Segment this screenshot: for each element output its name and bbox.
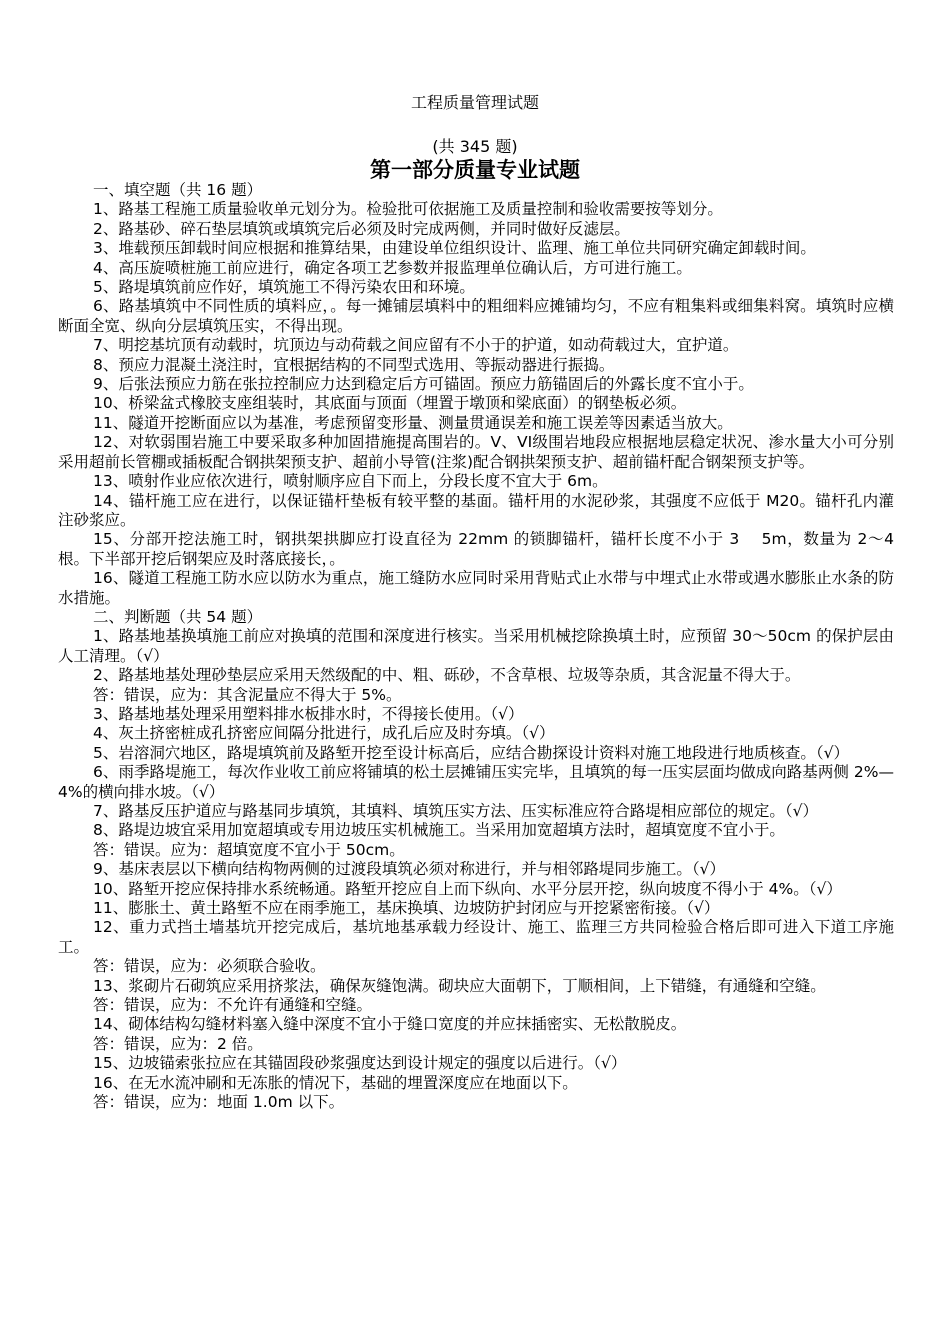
paragraph: 16、在无水流冲刷和无冻胀的情况下，基础的埋置深度应在地面以下。 — [93, 1073, 578, 1092]
paragraph: 5、岩溶洞穴地区，路堤填筑前及路堑开挖至设计标高后，应结合勘探设计资料对施工地段进行地质核查。（√） — [93, 743, 849, 762]
paragraph: 14、锚杆施工应在进行，以保证锚杆垫板有较平整的基面。锚杆用的水泥砂浆，其强度不应低于 M20。锚杆孔内灌注砂浆应。 — [58, 491, 894, 529]
paragraph: 3、堆载预压卸载时间应根据和推算结果，由建设单位组织设计、监理、施工单位共同研究确定卸载时间。 — [93, 239, 816, 258]
paragraph: 4、高压旋喷桩施工前应进行，确定各项工艺参数并报监理单位确认后，方可进行施工。 — [93, 258, 692, 277]
question-count: (共 345 题) — [432, 137, 518, 156]
paragraph: 2、路基地基处理砂垫层应采用天然级配的中、粗、砾砂，不含草根、垃圾等杂质，其含泥量不得大于。 — [93, 666, 801, 685]
document-title: 工程质量管理试题 — [410, 93, 539, 112]
paragraph: 9、基床表层以下横向结构物两侧的过渡段填筑必须对称进行，并与相邻路堤同步施工。（√） — [93, 860, 725, 879]
paragraph: 11、膨胀土、黄土路堑不应在雨季施工，基床换填、边坡防护封闭应与开挖紧密衔接。（√） — [93, 899, 720, 918]
paragraph: 13、喷射作业应依次进行，喷射顺序应自下而上，分段长度不宜大于 6m。 — [93, 472, 608, 491]
paragraph: 答：错误，应为：地面 1.0m 以下。 — [93, 1093, 345, 1112]
paragraph: 5、路堤填筑前应作好，填筑施工不得污染农田和环境。 — [93, 278, 475, 297]
paragraph: 12、对软弱围岩施工中要采取多种加固措施提高围岩的。V、VI级围岩地段应根据地层稳定状况、渗水量大小可分别采用超前长管棚或插板配合钢拱架预支护、超前小导管(注浆)配合钢拱架预支护、超前锚杆配合钢架预支护等。 — [58, 433, 894, 471]
paragraph: 13、浆砌片石砌筑应采用挤浆法，确保灰缝饱满。砌块应大面朝下，丁顺相间，上下错缝，有通缝和空缝。 — [93, 976, 826, 995]
paragraph: 1、路基地基换填施工前应对换填的范围和深度进行核实。当采用机械挖除换填土时，应预留 30～50cm 的保护层由人工清理。（√） — [58, 627, 894, 665]
paragraph: 一、填空题（共 16 题） — [93, 181, 263, 199]
paragraph: 答：错误，应为：2 倍。 — [93, 1034, 263, 1053]
paragraph: 答：错误，应为：必须联合验收。 — [93, 957, 326, 976]
part-title: 第一部分质量专业试题 — [370, 158, 580, 182]
paragraph: 3、路基地基处理采用塑料排水板排水时，不得接长使用。（√） — [93, 704, 524, 723]
paragraph: 7、明挖基坑顶有动载时，坑顶边与动荷载之间应留有不小于的护道，如动荷载过大，宜护道。 — [93, 336, 739, 355]
paragraph: 8、预应力混凝土浇注时，宜根据结构的不同型式选用、等振动器进行振捣。 — [93, 355, 615, 374]
paragraph: 15、边坡锚索张拉应在其锚固段砂浆强度达到设计规定的强度以后进行。（√） — [93, 1054, 627, 1073]
paragraph: 9、后张法预应力筋在张拉控制应力达到稳定后方可锚固。预应力筋锚固后的外露长度不宜小于。 — [93, 375, 754, 394]
paragraph: 1、路基工程施工质量验收单元划分为。检验批可依据施工及质量控制和验收需要按等划分。 — [93, 200, 723, 219]
paragraph: 11、隧道开挖断面应以为基准，考虑预留变形量、测量贯通误差和施工误差等因素适当放大。 — [93, 413, 733, 432]
paragraph: 16、隧道工程施工防水应以防水为重点，施工缝防水应同时采用背贴式止水带与中埋式止水带或遇水膨胀止水条的防水措施。 — [58, 569, 894, 607]
paragraph: 4、灰土挤密桩成孔挤密应间隔分批进行，成孔后应及时夯填。（√） — [93, 724, 555, 743]
paragraph: 10、桥梁盆式橡胶支座组装时，其底面与顶面（埋置于墩顶和梁底面）的钢垫板必须。 — [93, 394, 687, 413]
paragraph: 15、分部开挖法施工时，钢拱架拱脚应打设直径为 22mm 的锁脚锚杆，锚杆长度不小于 3 5m，数量为 2～4 根。下半部开挖后钢架应及时落底接长，。 — [58, 530, 894, 568]
paragraph: 答：错误。应为：超填宽度不宜小于 50cm。 — [93, 840, 405, 859]
paragraph: 6、雨季路堤施工，每次作业收工前应将铺填的松土层摊铺压实完毕，且填筑的每一压实层面均做成向路基两侧 2%—4%的横向排水坡。（√） — [58, 763, 894, 801]
paragraph: 2、路基砂、碎石垫层填筑或填筑完后必须及时完成两侧，并同时做好反滤层。 — [93, 219, 630, 238]
paragraph: 8、路堤边坡宜采用加宽超填或专用边坡压实机械施工。当采用加宽超填方法时，超填宽度不宜小于。 — [93, 821, 785, 840]
paragraph: 二、判断题（共 54 题） — [93, 607, 263, 626]
document-body — [58, 181, 894, 1113]
paragraph: 12、重力式挡土墙基坑开挖完成后，基坑地基承载力经设计、施工、监理三方共同检验合格后即可进入下道工序施工。 — [58, 918, 894, 956]
paragraph: 7、路基反压护道应与路基同步填筑，其填料、填筑压实方法、压实标准应符合路堤相应部位的规定。（√） — [93, 802, 818, 820]
paragraph: 答：错误，应为：不允许有通缝和空缝。 — [93, 996, 373, 1015]
paragraph: 答：错误，应为：其含泥量应不得大于 5%。 — [93, 685, 402, 704]
paragraph: 6、路基填筑中不同性质的填料应，。每一摊铺层填料中的粗细料应摊铺均匀，不应有粗集料或细集料窝。填筑时应横断面全宽、纵向分层填筑压实，不得出现。 — [58, 297, 894, 335]
paragraph: 14、砌体结构勾缝材料塞入缝中深度不宜小于缝口宽度的并应抹插密实、无松散脱皮。 — [93, 1015, 687, 1034]
paragraph: 10、路堑开挖应保持排水系统畅通。路堑开挖应自上而下纵向、水平分层开挖，纵向坡度不得小于 4%。（√） — [93, 879, 842, 898]
